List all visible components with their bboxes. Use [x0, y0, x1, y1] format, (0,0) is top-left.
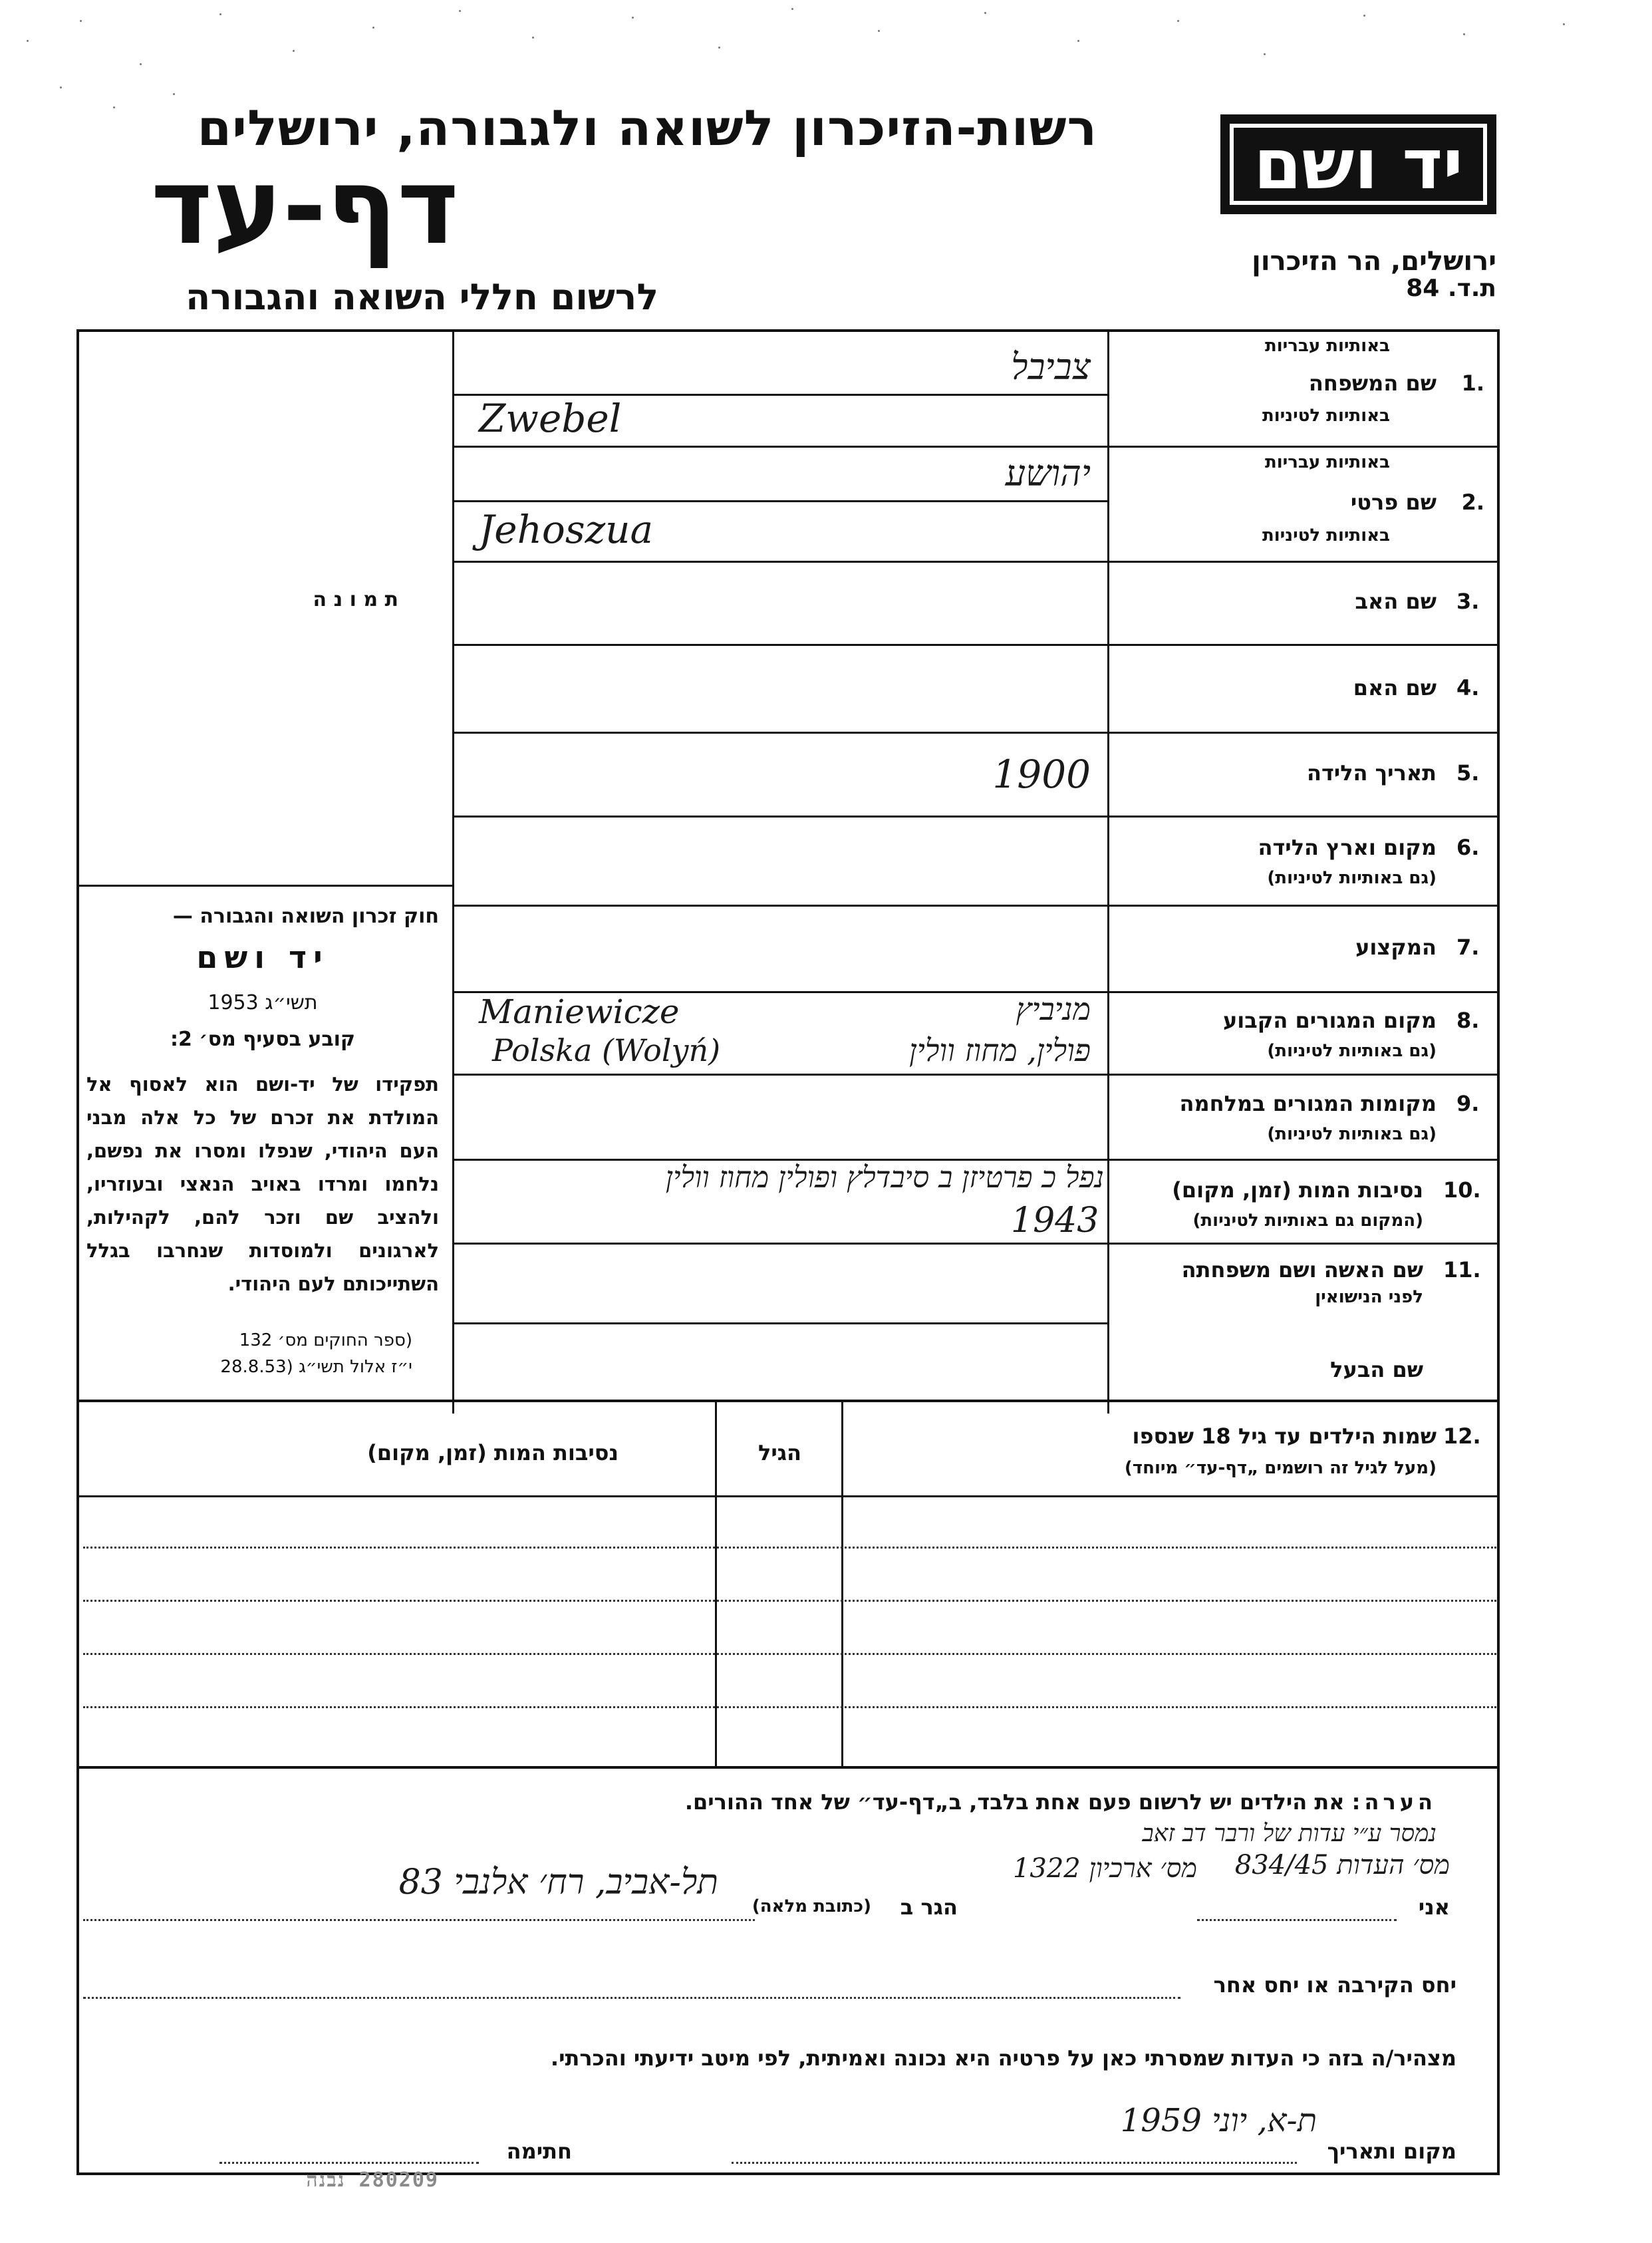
address-line1: ירושלים, הר הזיכרון [1252, 246, 1496, 277]
footer-note [333, 1789, 1437, 1815]
field-1-latin-hint: באותיות לטיניות [1262, 406, 1390, 426]
row-sep-10 [454, 1243, 1500, 1245]
field-1-value-hebrew[interactable]: צביבל [1011, 346, 1091, 388]
law-panel [86, 898, 446, 1390]
field-9-hint: (גם באותיות לטיניות) [1267, 1124, 1437, 1144]
field-6-label: מקום וארץ הלידה [1258, 835, 1437, 860]
field-3-label: שם האב [1355, 589, 1437, 614]
law-name: יד ושם [196, 939, 329, 975]
field-8-label: מקום המגורים הקבוע [1222, 1008, 1437, 1033]
row-sep-1 [454, 446, 1500, 448]
authority-line: רשות-הזיכרון לשואה ולגבורה, ירושלים [197, 100, 1097, 157]
row-sep-5 [454, 816, 1500, 818]
law-ref2: י״ז אלול תשי״ג (28.8.53 [220, 1357, 412, 1377]
label-column-divider [1107, 329, 1109, 1414]
photo-box [79, 332, 452, 894]
field-8-value-latin[interactable]: Maniewicze [479, 992, 680, 1031]
footer-ani-line[interactable] [1197, 1919, 1397, 1921]
field-4-value[interactable] [459, 649, 1104, 728]
field-7-label: המקצוע [1355, 935, 1437, 960]
row-sep-8 [454, 1074, 1500, 1076]
husband-label: שם הבעל [1330, 1357, 1423, 1382]
photo-label: ת מ ו נ ה [313, 588, 398, 611]
field-9-num: 9. [1456, 1091, 1480, 1116]
field-2-value-latin[interactable]: Jehoszua [479, 507, 654, 552]
field-1-num: 1. [1461, 371, 1484, 396]
footer-place-date-line[interactable] [732, 2162, 1297, 2164]
field-1-hebrew-hint: באותיות עבריות [1264, 336, 1390, 356]
field-2-num: 2. [1461, 490, 1484, 515]
row-sep-4 [454, 732, 1500, 734]
field-1-label-row [1117, 336, 1490, 442]
footer-signature-line[interactable] [219, 2162, 479, 2164]
field-10-num: 10. [1443, 1177, 1481, 1203]
upper-section-bottom [76, 1400, 1500, 1402]
yad-vashem-logo [1220, 114, 1496, 214]
field-8-value-hebrew2[interactable]: פולין, מחוז וולין [909, 1032, 1091, 1068]
footer-stamp: 280209 נבנה [306, 2168, 439, 2192]
field-6-value[interactable] [459, 822, 1104, 901]
children-age-header: הגיל [757, 1440, 802, 1465]
field-4-num: 4. [1456, 675, 1480, 700]
law-clause: קובע בסעיף מס׳ 2: [170, 1028, 356, 1051]
field-11-label: שם האשה ושם משפחתה [1181, 1257, 1423, 1282]
form-title: דף-עד [150, 146, 459, 268]
row-sep-2a [454, 500, 1107, 502]
field-9-label: מקומות המגורים במלחמה [1179, 1091, 1437, 1116]
field-2-value-hebrew[interactable]: יהושע [1005, 452, 1091, 494]
law-year: תשי״ג 1953 [207, 991, 318, 1014]
field-2-hebrew-hint: באותיות עבריות [1264, 452, 1390, 472]
field-10-hint: (המקום גם באותיות לטיניות) [1192, 1211, 1423, 1231]
field-2-label: שם פרטי [1350, 490, 1437, 515]
footer-resides-hint: (כתובת מלאה) [752, 1896, 871, 1916]
field-8-num: 8. [1456, 1008, 1480, 1033]
row-sep-6 [454, 905, 1500, 907]
field-5-label: תאריך הלידה [1306, 760, 1437, 786]
field-8-value-latin2[interactable]: Polska (Wolyń) [492, 1032, 721, 1068]
field-2-label-row [1117, 452, 1490, 559]
field-1-value-latin[interactable]: Zwebel [479, 396, 622, 441]
field-3-value[interactable] [459, 565, 1104, 639]
children-title: שמות הילדים עד גיל 18 שנספו [1132, 1423, 1437, 1449]
husband-value[interactable] [459, 1327, 1104, 1397]
children-header-line [79, 1495, 1500, 1497]
footer-place-date-value[interactable]: ת-א, יוני 1959 [1120, 2102, 1317, 2139]
field-7-value[interactable] [459, 910, 1104, 988]
children-col-div-1 [715, 1402, 717, 1768]
field-6-num: 6. [1456, 835, 1480, 860]
field-6-hint: (גם באותיות לטיניות) [1267, 868, 1437, 888]
field-7-num: 7. [1456, 935, 1480, 960]
law-ref1: (ספר החוקים מס׳ 132 [239, 1330, 412, 1350]
form-subtitle: לרשום חללי השואה והגבורה [186, 276, 658, 318]
field-8-hint: (גם באותיות לטיניות) [1267, 1041, 1437, 1061]
field-2-latin-hint: באותיות לטיניות [1262, 525, 1390, 545]
footer-declaration: מצהיר/ה בזה כי העדות שמסרתי כאן על פרטיה היא נכונה ואמיתית, לפי מיטב ידיעתי והכרתי. [550, 2045, 1456, 2071]
footer-ani-label: אני [1418, 1894, 1450, 1920]
row-sep-2 [454, 561, 1500, 563]
law-text: תפקידו של יד-ושם הוא לאסוף אל המולדת את זכרם של כל אלה מבני העם היהודי, שנפלו ומסרו את נפשם, נלחמו ומרדו באויב הנאצי ובעוזריו, ולהציב שם וזכר להם, לקהילות, לארגונים ולמוסדות שנחרבו בגלל השתייכותם לעם היהודי. [86, 1073, 439, 1295]
address-line2: ת.ד. 84 [1406, 275, 1496, 302]
field-9-value[interactable] [459, 1079, 1104, 1155]
row-sep-11 [454, 1322, 1107, 1324]
field-10-value[interactable]: נפל כ פרטיזן ב סיבדלץ ופולין מחוז וולין [665, 1161, 1104, 1195]
row-sep-3 [454, 644, 1500, 646]
field-10-value2[interactable]: 1943 [1011, 1201, 1099, 1241]
footer-relation-label: יחס הקירבה או יחס אחר [1213, 1972, 1456, 1998]
logo-text: יד ושם [1254, 124, 1463, 205]
child-row-1[interactable] [83, 1547, 1496, 1549]
footer-relation-line[interactable] [83, 1997, 1180, 1999]
footer-resides-label: הגר ב [900, 1894, 958, 1920]
field-11-value[interactable] [459, 1247, 1104, 1319]
law-title: חוק זכרון השואה והגבורה — [172, 905, 439, 928]
footer-address-value[interactable]: תל-אביב, רח׳ אלנבי 83 [398, 1863, 718, 1902]
children-death-header: נסיבות המות (זמן, מקום) [367, 1440, 619, 1465]
child-row-4[interactable] [83, 1706, 1496, 1708]
children-col-div-2 [841, 1402, 843, 1768]
field-3-num: 3. [1456, 589, 1480, 614]
children-bottom-line [79, 1766, 1500, 1769]
footer-note-label: הערה: [1351, 1789, 1437, 1815]
field-10-label: נסיבות המות (זמן, מקום) [1172, 1177, 1423, 1203]
footer-handwritten-note: נמסר ע״י עדות של ורבר דב זאב [1142, 1820, 1437, 1847]
children-note: (מעל לגיל זה רושמים „דף-עד״ מיוחד) [1124, 1458, 1437, 1478]
field-5-value[interactable]: 1900 [992, 752, 1091, 797]
footer-testimony-number: מס׳ העדות 834/45 [1234, 1850, 1450, 1880]
footer-address-line[interactable] [83, 1919, 755, 1921]
footer-note-text: את הילדים יש לרשום פעם אחת בלבד, ב„דף-עד״ של אחד ההורים. [684, 1789, 1345, 1815]
footer-signature-label: חתימה [506, 2139, 572, 2164]
footer-place-date-label: מקום ותאריך [1327, 2139, 1456, 2164]
field-5-num: 5. [1456, 760, 1480, 786]
footer-archive-number: מס׳ ארכיון 1322 [1012, 1853, 1197, 1884]
photo-column-divider [452, 329, 454, 1414]
child-row-3[interactable] [83, 1653, 1496, 1655]
photo-bottom-border [79, 885, 452, 887]
field-11-hint: לפני הנישואין [1315, 1287, 1423, 1307]
field-8-value-hebrew[interactable]: מניביץ [1016, 991, 1091, 1027]
field-4-label: שם האם [1353, 675, 1437, 700]
field-1-label: שם המשפחה [1308, 371, 1437, 396]
children-num: 12. [1443, 1423, 1481, 1449]
child-row-2[interactable] [83, 1600, 1496, 1602]
field-11-num: 11. [1443, 1257, 1481, 1282]
